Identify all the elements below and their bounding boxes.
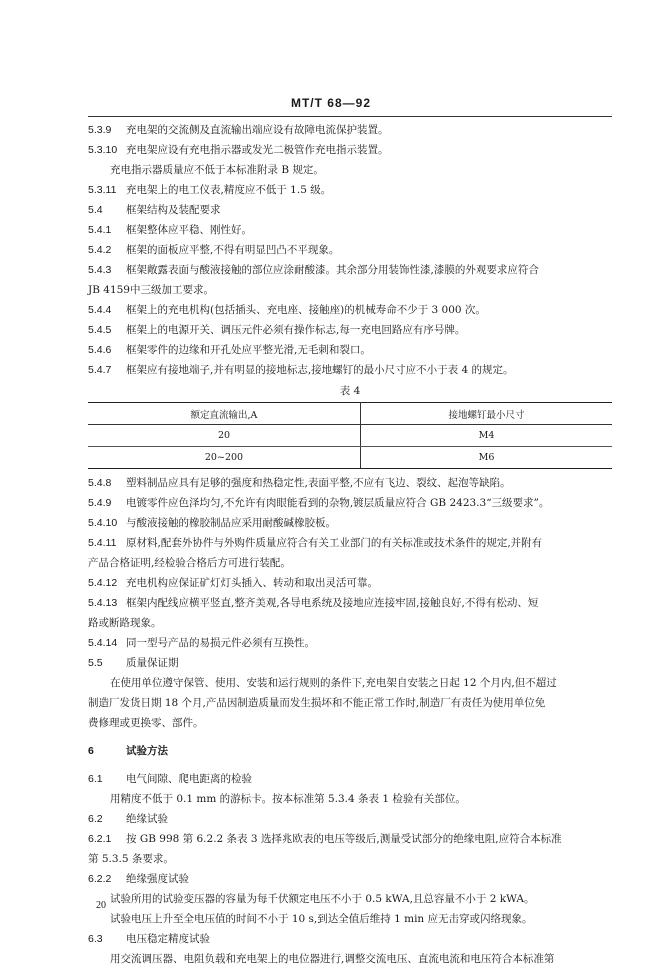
clause-text: 同一型号产品的易损元件必须有互换性。 <box>126 637 315 649</box>
clause-line <box>88 324 612 344</box>
clause-line <box>88 717 612 737</box>
clauses-5-4-8-to-5-5 <box>88 477 612 737</box>
clause-text: 充电机构应保证矿灯灯头插入、转动和取出灵活可靠。 <box>126 577 378 589</box>
section-6-heading <box>88 745 612 765</box>
clause-line <box>88 597 612 617</box>
clause-number: 5.4.4 <box>88 304 112 316</box>
clause-line <box>88 953 612 973</box>
clause-line <box>88 124 612 144</box>
clause-text: 电气间隙、爬电距离的检验 <box>126 773 252 785</box>
clause-number: 5.4.10 <box>88 517 118 529</box>
section-title: 试验方法 <box>126 745 168 757</box>
clause-line <box>88 364 612 384</box>
clause-line <box>88 557 612 577</box>
clause-line <box>88 244 612 264</box>
clause-number: 5.3.9 <box>88 124 112 136</box>
clause-line <box>88 697 612 717</box>
clause-text: 路或断路现象。 <box>88 617 162 629</box>
clause-line <box>88 204 612 224</box>
clause-text: JB 4159中三级加工要求。 <box>88 284 214 296</box>
clause-line <box>88 793 612 813</box>
clause-line <box>88 537 612 557</box>
clause-text: 框架上的电源开关、调压元件必须有操作标志,每一充电回路应有序号牌。 <box>126 324 466 336</box>
clause-text: 框架的面板应平整,不得有明显凹凸不平现象。 <box>126 244 340 256</box>
table-title: 表 4 <box>339 385 361 397</box>
clause-number: 6.2.1 <box>88 833 112 845</box>
clause-text: 充电架的交流侧及直流输出端应设有故障电流保护装置。 <box>126 124 389 136</box>
clause-text: 用精度不低于 0.1 mm 的游标卡。按本标准第 5.3.4 条表 1 检验有关部位。 <box>110 793 466 805</box>
clause-number: 5.4.11 <box>88 537 117 549</box>
clause-line <box>88 933 612 953</box>
page-number: 20 <box>96 900 106 911</box>
clause-number: 5.4.1 <box>88 224 112 236</box>
clause-number: 5.4.7 <box>88 364 112 376</box>
clause-line <box>88 873 612 893</box>
clause-text: 框架应有接地端子,并有明显的接地标志,接地螺钉的最小尺寸应不小于表 4 的规定。 <box>126 364 514 376</box>
clause-number: 5.4.13 <box>88 597 118 609</box>
clause-text: 充电架上的电工仪表,精度应不低于 1.5 级。 <box>126 184 332 196</box>
clause-line <box>88 617 612 637</box>
clause-number: 5.4.12 <box>88 577 118 589</box>
clause-text: 试验电压上升至全电压值的时间不小于 10 s,到达全值后维持 1 min 应无击穿或闪络现象。 <box>110 913 533 925</box>
clauses-6-1-to-6-3 <box>88 773 612 973</box>
clause-text: 框架敞露表面与酸液接触的部位应涂耐酸漆。其余部分用装饰性漆,漆膜的外观要求应符合 <box>126 264 539 276</box>
page-header: MT/T 68—92 <box>290 96 372 110</box>
table-header-screw: 接地螺钉最小尺寸 <box>360 403 612 425</box>
header-rule <box>88 116 612 117</box>
clause-number: 5.5 <box>88 657 103 669</box>
clause-number: 5.4.2 <box>88 244 112 256</box>
section-number: 6 <box>88 745 94 757</box>
clause-number: 6.2.2 <box>88 873 112 885</box>
clause-line <box>88 284 612 304</box>
clause-line <box>88 477 612 497</box>
clause-line <box>88 833 612 853</box>
clause-text: 框架整体应平稳、刚性好。 <box>126 224 252 236</box>
clause-text: 框架内配线应横平竖直,整齐美观,各导电系统及接地应连接牢固,接触良好,不得有松动、短 <box>126 597 539 609</box>
clause-text: 第 5.3.5 条要求。 <box>88 853 174 865</box>
clause-line <box>88 144 612 164</box>
clause-number: 5.4 <box>88 204 103 216</box>
clause-line <box>88 657 612 677</box>
clause-line <box>88 893 612 913</box>
table-cell: 20 <box>88 425 360 447</box>
table-cell: 20~200 <box>88 447 360 469</box>
clause-line <box>88 264 612 284</box>
clause-text: 用交流调压器、电阻负载和充电架上的电位器进行,调整交流电压、直流电流和电压符合本标准第 <box>110 953 555 965</box>
clause-text: 在使用单位遵守保管、使用、安装和运行规则的条件下,充电架自安装之日起 12 个月内,但不超过 <box>110 677 557 689</box>
clause-line <box>88 677 612 697</box>
clause-text: 原材料,配套外协件与外购件质量应符合有关工业部门的有关标准或技术条件的规定,并附有 <box>126 537 543 549</box>
clause-text: 框架上的充电机构(包括插头、充电座、接触座)的机械寿命不少于 3 000 次。 <box>126 304 486 316</box>
clause-number: 5.4.5 <box>88 324 112 336</box>
clause-line <box>88 853 612 873</box>
table-cell: M4 <box>360 425 612 447</box>
clause-line <box>88 773 612 793</box>
clause-number: 5.4.8 <box>88 477 112 489</box>
clauses-5-3-to-5-4-7 <box>88 124 612 384</box>
table-header-current: 额定直流输出,A <box>88 403 360 425</box>
clause-text: 电镀零件应色泽均匀,不允许有肉眼能看到的杂物,镀层质量应符合 GB 2423.3“三级要求”。 <box>126 497 550 509</box>
clause-line <box>88 304 612 324</box>
clause-text: 与酸液接触的橡胶制品应采用耐酸碱橡胶板。 <box>126 517 336 529</box>
document-body <box>88 124 612 973</box>
clause-number: 6.3 <box>88 933 103 945</box>
clause-number: 5.3.10 <box>88 144 118 156</box>
table-4 <box>88 402 612 469</box>
clause-number: 5.4.6 <box>88 344 112 356</box>
clause-text: 费修理或更换零、部件。 <box>88 717 204 729</box>
clause-line <box>88 164 612 184</box>
clause-number: 5.3.11 <box>88 184 117 196</box>
clause-number: 6.1 <box>88 773 103 785</box>
clause-number: 5.4.3 <box>88 264 112 276</box>
clause-number: 5.4.14 <box>88 637 118 649</box>
clause-line <box>88 637 612 657</box>
clause-line <box>88 224 612 244</box>
clause-text: 充电架应设有充电指示器或发光二极管作充电指示装置。 <box>126 144 389 156</box>
clause-number: 6.2 <box>88 813 103 825</box>
clause-text: 质量保证期 <box>126 657 179 669</box>
clause-text: 试验所用的试验变压器的容量为每千伏额定电压不小于 0.5 kWA,且总容量不小于 2 kWA。 <box>110 893 535 905</box>
clause-text: 制造厂发货日期 18 个月,产品因制造质量而发生损坏和不能正常工作时,制造厂有责任为使用单位免 <box>88 697 546 709</box>
clause-line <box>88 913 612 933</box>
clause-line <box>88 813 612 833</box>
clause-text: 产品合格证明,经检验合格后方可进行装配。 <box>88 557 291 569</box>
clause-text: 绝缘试验 <box>126 813 168 825</box>
clause-line <box>88 184 612 204</box>
clause-line <box>88 497 612 517</box>
clause-text: 框架零件的边缘和开孔处应平整光滑,无毛刺和裂口。 <box>126 344 371 356</box>
clause-text: 电压稳定精度试验 <box>126 933 210 945</box>
clause-line <box>88 517 612 537</box>
clause-text: 按 GB 998 第 6.2.2 条表 3 选择兆欧表的电压等级后,测量受试部分的绝缘电阻,应符合本标准 <box>126 833 562 845</box>
table-cell: M6 <box>360 447 612 469</box>
clause-number: 5.4.9 <box>88 497 112 509</box>
clause-line <box>88 577 612 597</box>
clause-text: 塑料制品应具有足够的强度和热稳定性,表面平整,不应有飞边、裂纹、起泡等缺陷。 <box>126 477 511 489</box>
clause-text: 框架结构及装配要求 <box>126 204 221 216</box>
clause-text: 充电指示器质量应不低于本标准附录 B 规定。 <box>110 164 324 176</box>
clause-line <box>88 344 612 364</box>
clause-text: 绝缘强度试验 <box>126 873 189 885</box>
